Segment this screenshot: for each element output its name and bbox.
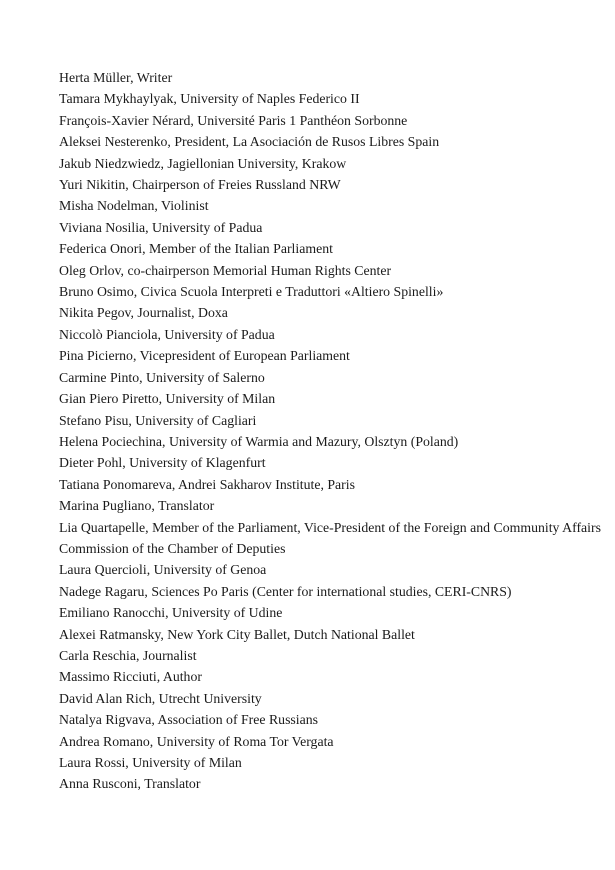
- signatory-line: Tamara Mykhaylyak, University of Naples Federico II: [59, 91, 360, 107]
- signatory-line: Nadege Ragaru, Sciences Po Paris (Center for international studies, CERI-CNRS): [59, 583, 512, 599]
- signatory-line: Bruno Osimo, Civica Scuola Interpreti e Traduttori «Altiero Spinelli»: [59, 284, 444, 300]
- signatory-line: Helena Pociechina, University of Warmia and Mazury, Olsztyn (Poland): [59, 433, 459, 449]
- signatory-line: Herta Müller, Writer: [59, 70, 173, 85]
- signatory-line: Gian Piero Piretto, University of Milan: [59, 391, 276, 407]
- signatory-line: Aleksei Nesterenko, President, La Asociación de Rusos Libres Spain: [59, 134, 440, 150]
- signatory-line: Commission of the Chamber of Deputies: [59, 540, 286, 556]
- signatory-line: Emiliano Ranocchi, University of Udine: [59, 605, 283, 621]
- signatory-line: Marina Pugliano, Translator: [59, 498, 215, 514]
- signatory-line: Laura Rossi, University of Milan: [59, 755, 242, 770]
- signatory-line: Lia Quartapelle, Member of the Parliament, Vice-President of the Foreign and Community Affairs: [59, 519, 601, 535]
- signatory-line: Alexei Ratmansky, New York City Ballet, Dutch National Ballet: [59, 626, 415, 642]
- signatories-list: [59, 67, 601, 795]
- signatory-line: Viviana Nosilia, University of Padua: [59, 219, 263, 235]
- signatory-line: David Alan Rich, Utrecht University: [59, 690, 262, 706]
- signatory-line: Laura Quercioli, University of Genoa: [59, 562, 267, 578]
- signatory-line: Dieter Pohl, University of Klagenfurt: [59, 455, 266, 471]
- signatory-line: Pina Picierno, Vicepresident of European Parliament: [59, 348, 350, 364]
- signatory-line: Niccolò Pianciola, University of Padua: [59, 326, 275, 342]
- signatory-line: Nikita Pegov, Journalist, Doxa: [59, 305, 228, 321]
- signatory-line: Carla Reschia, Journalist: [59, 647, 197, 663]
- signatory-line: Massimo Ricciuti, Author: [59, 669, 202, 685]
- signatory-line: François-Xavier Nérard, Université Paris 1 Panthéon Sorbonne: [59, 112, 408, 128]
- signatory-line: Anna Rusconi, Translator: [59, 776, 201, 792]
- signatory-line: Jakub Niedzwiedz, Jagiellonian University, Krakow: [59, 155, 347, 171]
- signatory-line: Andrea Romano, University of Roma Tor Vergata: [59, 733, 334, 749]
- signatory-line: Oleg Orlov, co-chairperson Memorial Human Rights Center: [59, 262, 392, 278]
- signatory-line: Natalya Rigvava, Association of Free Russians: [59, 712, 319, 728]
- signatory-line: Carmine Pinto, University of Salerno: [59, 369, 265, 385]
- signatory-line: Stefano Pisu, University of Cagliari: [59, 412, 257, 428]
- signatory-line: Yuri Nikitin, Chairperson of Freies Russland NRW: [59, 177, 341, 193]
- signatory-line: Misha Nodelman, Violinist: [59, 198, 209, 214]
- signatory-line: Tatiana Ponomareva, Andrei Sakharov Institute, Paris: [59, 476, 355, 492]
- signatory-line: Federica Onori, Member of the Italian Parliament: [59, 241, 333, 257]
